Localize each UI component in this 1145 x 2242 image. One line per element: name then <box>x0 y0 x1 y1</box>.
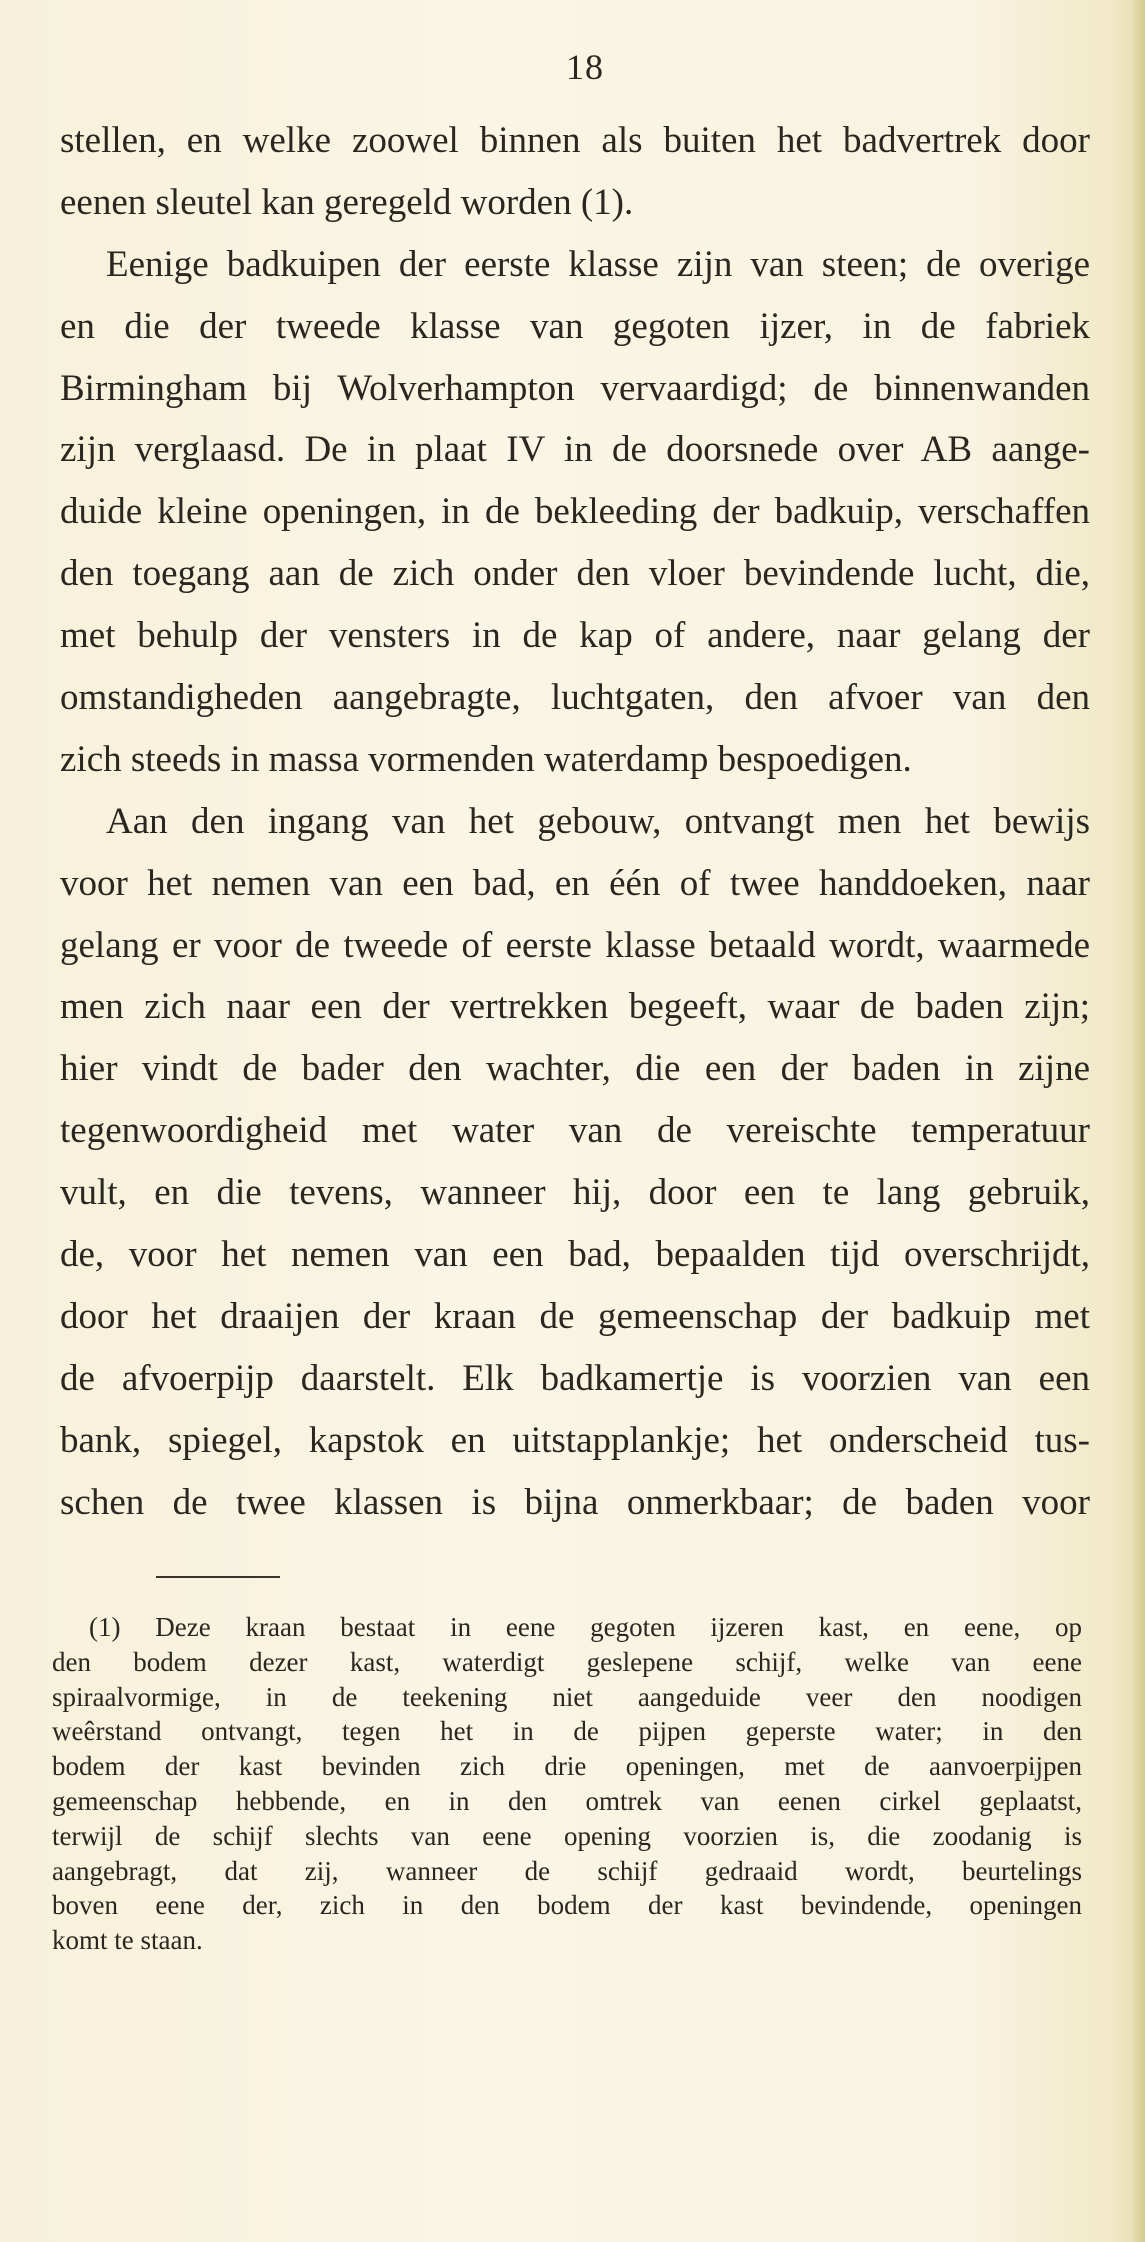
footnote-line: gemeenschap hebbende, en in den omtrek van eenen cirkel geplaatst, <box>52 1785 1082 1816</box>
body-line: bank, spiegel, kapstok en uitstapplankje; het onderscheid tus- <box>60 1419 1090 1461</box>
body-line: en die der tweede klasse van gegoten ijzer, in de fabriek <box>60 305 1090 347</box>
body-line: tegenwoordigheid met water van de vereischte temperatuur <box>60 1110 1090 1152</box>
body-line: den toegang aan de zich onder den vloer bevindende lucht, die, <box>60 553 1090 595</box>
body-line: voor het nemen van een bad, en één of twee handdoeken, naar <box>60 862 1090 904</box>
footnote-line: (1) Deze kraan bestaat in eene gegoten ijzeren kast, en eene, op <box>89 1612 1082 1642</box>
footnote-line: aangebragt, dat zij, wanneer de schijf gedraaid wordt, beurtelings <box>52 1855 1082 1886</box>
footnote-line: spiraalvormige, in de teekening niet aangeduide veer den noodigen <box>52 1681 1082 1712</box>
footnote-line: bodem der kast bevinden zich drie openingen, met de aanvoerpijpen <box>52 1751 1082 1782</box>
footnote-line: boven eene der, zich in den bodem der kast bevindende, openingen <box>52 1890 1082 1921</box>
body-line: de, voor het nemen van een bad, bepaalden tijd overschrijdt, <box>60 1234 1090 1276</box>
body-line: gelang er voor de tweede of eerste klasse betaald wordt, waarmede <box>60 924 1090 966</box>
body-line: de afvoerpijp daarstelt. Elk badkamertje is voorzien van een <box>60 1357 1090 1399</box>
body-line: met behulp der vensters in de kap of andere, naar gelang der <box>60 615 1090 657</box>
page-edge-shadow <box>1131 0 1145 2242</box>
body-line: Birmingham bij Wolverhampton vervaardigd; de binnenwanden <box>60 367 1090 409</box>
body-line: zijn verglaasd. De in plaat IV in de doorsnede over AB aange- <box>60 429 1090 471</box>
body-line: hier vindt de bader den wachter, die een der baden in zijne <box>60 1048 1090 1090</box>
body-line: eenen sleutel kan geregeld worden (1). <box>60 181 634 223</box>
body-line: stellen, en welke zoowel binnen als buiten het badvertrek door <box>60 120 1090 161</box>
footnote-line: terwijl de schijf slechts van eene opening voorzien is, die zoodanig is <box>52 1820 1082 1851</box>
body-text <box>60 110 1090 1533</box>
body-line: Aan den ingang van het gebouw, ontvangt men het bewijs <box>106 800 1090 842</box>
body-line: men zich naar een der vertrekken begeeft, waar de baden zijn; <box>60 986 1090 1028</box>
body-line: vult, en die tevens, wanneer hij, door een te lang gebruik, <box>60 1172 1090 1214</box>
page-number: 18 <box>566 47 604 87</box>
body-line: door het draaijen der kraan de gemeenschap der badkuip met <box>60 1295 1090 1337</box>
body-line: Eenige badkuipen der eerste klasse zijn van steen; de overige <box>106 243 1090 285</box>
body-line: zich steeds in massa vormenden waterdamp bespoedigen. <box>60 738 912 780</box>
footnotes <box>52 1610 1082 1958</box>
body-line: duide kleine openingen, in de bekleeding der badkuip, verschaffen <box>60 491 1090 533</box>
footnote-line: weêrstand ontvangt, tegen het in de pijpen geperste water; in den <box>52 1716 1082 1747</box>
footnote-divider <box>156 1576 280 1578</box>
footnote-line: komt te staan. <box>52 1925 203 1956</box>
body-line: omstandigheden aangebragte, luchtgaten, den afvoer van den <box>60 677 1090 719</box>
footnote-line: den bodem dezer kast, waterdigt geslepene schijf, welke van eene <box>52 1646 1082 1677</box>
body-line: schen de twee klassen is bijna onmerkbaar; de baden voor <box>60 1481 1090 1523</box>
